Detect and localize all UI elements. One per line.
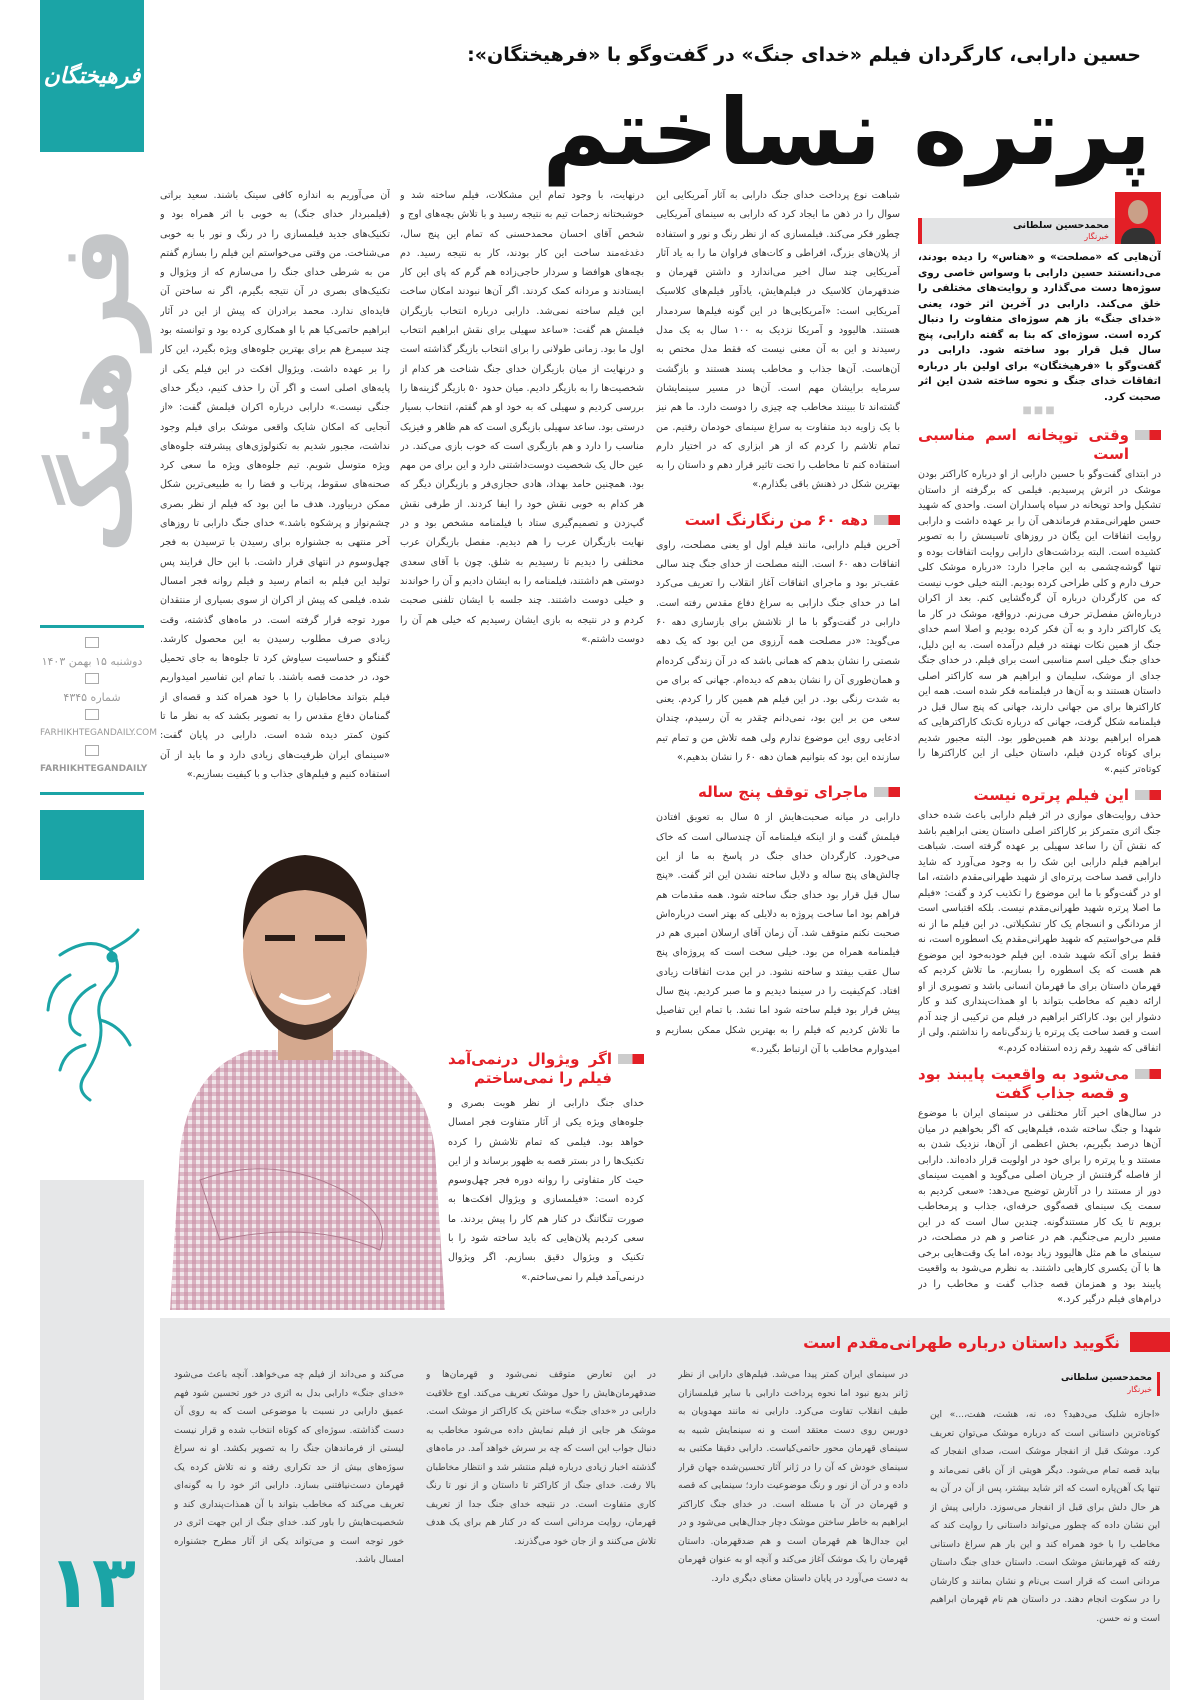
sidebar-paragraph: می‌کند و می‌داند از فیلم چه می‌خواهد. آنچه باعث می‌شود «خدای جنگ» دارابی بدل به اثری در خور تحسین شود فهم عمیق دارابی در نسبت با موضوعی است که به روی آن دست گذاشته. سوژه‌ای که کوتاه انتخاب شده و قرار نیست لیستی از فرماندهان جنگ را به تصویر بکشد. او نه سراغ سوژه‌های بیش از حد تکراری رفته و نه تلاش کرده یک قهرمان دست‌نیافتنی بسازد. دارابی اثر خود را به گونه‌ای تعریف می‌کند که مخاطب بتواند با آن همذات‌پنداری کند و شخصیت‌هایش را باور کند. خدای جنگ از این جهت اثری در خور توجه است و می‌تواند یکی از آثار مطرح جشنواره امسال باشد. [174,1369,404,1565]
section-body: دارابی در میانه صحبت‌هایش از ۵ سال به تعویق افتادن فیلمش گفت و از اینکه فیلمنامه آن چندسالی است که خاک می‌خورد. کارگردان خدای جنگ در پاسخ به ما از این چالش‌های پنج ساله و دلایل ساخته نشدن این اثر گفت. «پنج سال قبل قرار بود خدای جنگ ساخته شود. همه مقدمات هم فراهم بود اما ساخت پروژه به دلایلی که بهتر است درباره‌اش صحبت نکنم متوقف شد. آن زمان آقای ارسلان امیری هم در فیلمنامه همراه من بود. خیلی سخت است که پروژه‌ای پنج سال عقب بیفتد و ساخته نشود. در این مدت اتفاقات زیادی افتاد. کم‌کیفیت را در سینما دیدیم و ما صبر کردیم. پنج سال پیش قرار بود فیلم ساخته شود اما نشد. با تمام این تفاصیل ما تلاش کردیم که فیلم را به بهترین شکل ممکن بسازیم و امیدوارم مخاطب با آن ارتباط بگیرد.» [656,812,900,1055]
subheading [918,786,1161,805]
sidebar-paragraph: «اجازه شلیک می‌دهید؟ ده، نه، هشت، هفت،...» این کوتاه‌ترین داستانی است که درباره موشک می‌توان تعریف کرد. موشک قبل از انفجار موشک است، صدای انفجار که بیاید قصه تمام می‌شود. دیگر هویتی از آن باقی نمی‌ماند و تنها یک آهن‌پاره است که اثر شاید بیشتر، پس از آن در آن به هر حال دلش برای قبل از انفجار می‌سوزد. دارابی پیش از این نشان داده که چطور می‌تواند داستانی را روایت کند که مخاطب را با خود همراه کند و این بار هم سراغ داستانی رفته که قهرمانش موشک است. داستان خدای جنگ داستان مردانی است که قرار است بی‌نام و نشان بمانند و کارشان را در سکوت انجام دهند. در داستان هم نام قهرمان ابراهیم است و نه حسن. [930,1409,1160,1624]
section-label-text: فرهنگ [39,226,151,554]
sidebar-title-text: نگویید داستان درباره طهرانی‌مقدم است [803,1332,1120,1352]
article-headline: پرتره نساختم [542,79,1151,186]
section-body: در سال‌های اخیر آثار مختلفی در سینمای ایران با موضوع شهدا و جنگ ساخته شده، فیلم‌هایی که اگر بخواهیم در میان آن‌ها درصد بگیریم، بخش اعظمی از آن‌ها، نزدیک شدن به مستند و یا پرتره را برای خود در اولویت قرار داده‌اند. دارابی از فاصله گرفتنش از جریان اصلی می‌گوید و اهمیت سینمای دور از مستند را در آثارش توضیح می‌دهد: «سعی کردیم به سمت یک سینمای قصه‌گوی حرفه‌ای، جذاب و پرمخاطب برویم تا یک کار مستندگونه. چندین سال است که در این مسیر داریم می‌جنگیم. هم در عناصر و هم در مصلحت، در سینمای ما هم مثل هالیوود زیاد بوده، اما یک وقت‌هایی برخی ها با آن یکسری کارهایی داشتند. به نظرم می‌شود به واقعیت پایبند بود و همزمان قصه جذاب گفت و مخاطب را در درام‌های فیلم درگیر کرد.» [918,1108,1161,1305]
subheading [656,511,900,530]
subheading-text: اگر ویژوال درنمی‌آمد فیلم را نمی‌ساختم [448,1050,612,1087]
subheading [918,1065,1161,1103]
subheading [918,426,1161,464]
subheading-marker-icon [1135,790,1161,800]
page-number: ۱۳ [48,1540,136,1624]
article-column-3-lower [448,1046,644,1308]
subheading-marker-icon [874,787,900,797]
article-lead: آن‌هایی که «مصلحت» و «هناس» را دیده بودند، می‌دانستند حسین دارابی با وسواس خاصی روی سوژه‌ها دست می‌گذارد و روایت‌های مختلفی را خلق می‌کند. دارابی در آخرین اثر خود، یعنی «خدای جنگ» باز هم سوژه‌ای متفاوت را دنبال کرده است. سوژه‌ای که بنا به گفته دارابی، پنج سال قبل قرار بود ساخته شود. دارابی در گفت‌وگو با «فرهیختگان» برای اولین بار درباره اتفاقات خدای جنگ و نحوه ساخته شدن این اثر صحبت کرد. [918,252,1161,403]
fajr-festival-simorgh-icon [40,925,144,1105]
subheading-text: وقتی توپخانه اسم مناسبی است [918,426,1129,463]
author-box [918,192,1161,244]
subheading [656,783,900,802]
sidebar-column-4 [174,1366,404,1681]
author-box [930,1372,1160,1396]
sidebar-paragraph: در سینمای ایران کمتر پیدا می‌شد. فیلم‌های دارابی از نظر ژانر بدیع نبود اما نحوه پرداخت دارابی با سایر فیلمسازان طیف انقلاب تفاوت می‌کرد. دارابی نه مانند مهدویان به دوربین روی دست معتقد است و نه سینمایش شبیه به سینمای قهرمان محور حاتمی‌کیاست. دارابی دقیقا مکتبی به سینمای خودش که آن را در ژانر آثار تحسین‌شده جهان قرار داده و در آن از نور و رنگ موضوعیت دارد؛ سینمایی که قصه و قهرمان در آن با مسئله است. در خدای جنگ کاراکتر ابراهیم به خاطر ساختن موشک دچار جدال‌هایی می‌شود و در این جدال‌ها هم قهرمان است و هم ضدقهرمان. داستان قهرمان را یک موشک آغاز می‌کند و آنچه او به عنوان قهرمان به دست می‌آورد در پایان داستان معنای دیگری دارد. [678,1369,908,1584]
section-body: آخرین فیلم دارابی، مانند فیلم اول او یعنی مصلحت، راوی اتفاقات دهه ۶۰ است. البته مصلحت از خدای جنگ چند سالی عقب‌تر بود و ماجرای اتفاقات آغاز انقلاب را تعریف می‌کرد اما در خدای جنگ دارابی به سراغ دفاع مقدس رفته است. دارابی در گفت‌وگو با ما از تلاشش برای بازسازی دهه ۶۰ می‌گوید: «در مصلحت همه آرزوی من این بود که یک دهه شصتی را نشان بدهم که همانی باشد که در آن زندگی کرده‌ام و همان‌طوری آن را نشان بدهم که دیده‌ام. جهانی که برای من به شدت رنگی بود. در این فیلم هم همین کار را کردم. یعنی سعی من بر این بود، نمی‌دانم چقدر به آن رسیدم، چندان ادعایی روی این موضوع ندارم ولی همه تلاش من و تمام تیم سازنده این بود که بتوانیم همان دهه ۶۰ را نشان بدهیم.» [656,539,900,764]
subheading-text: ماجرای توقف پنج ساله [697,783,868,802]
sidebar-article-title [803,1332,1170,1352]
subheading [448,1050,644,1088]
subheading-text: می‌شود به واقعیت پایبند بود و قصه جذاب گفت [918,1065,1129,1102]
subheading-text: این فیلم پرتره نیست [973,786,1129,804]
sidebar-paragraph: در این تعارض متوقف نمی‌شود و قهرمان‌ها و ضدقهرمان‌هایش را حول موشک تعریف می‌کند. اوج خلاقیت دارابی در «خدای جنگ» ساختن یک کاراکتر از موشک است. موشک هر جایی از فیلم نمایش داده می‌شود مخاطب به دنبال جواب این است که چه بر سرش خواهد آمد. در ماه‌های گذشته اخبار زیادی درباره فیلم منتشر شد و انتظار مخاطبان بالا رفت. خدای جنگ از کاراکتر تا داستان و از نور تا رنگ کاری متفاوت است. در نتیجه خدای جنگ جدا از تعریف قهرمان، روایت مردانی است که در کنار هم برای یک هدف تلاش می‌کنند و از جان خود می‌گذرند. [426,1369,656,1547]
author-role: خبرنگار [1084,232,1109,241]
issue-number: شماره ۴۳۴۵ [63,691,121,704]
article-column-1 [918,192,1161,1312]
web-icon [85,709,99,720]
author-name: محمدحسین سلطانی [1012,220,1109,231]
logo-text: فرهیختگان [43,63,141,89]
title-marker-icon [1130,1332,1170,1352]
sidebar-article-box [160,1318,1170,1690]
sidebar-column-3 [426,1366,656,1681]
social-icon [85,745,99,756]
section-body: در ابتدای گفت‌وگو با حسین دارابی از او درباره کاراکتر بودن موشک در اثرش پرسیدیم. فیلمی که برگرفته از داستان تشکیل واحد توپخانه در سپاه پاسداران است. واحدی که شهید حسن طهرانی‌مقدم فرماندهی آن را بر عهده داشت و دارابی روایت اتفاقات این یگان در روزهای تاسیسش را به تصویر کشیده است. البته برداشت‌های دارابی روایت اتفاقات بوده و تنها گوشه‌چشمی به این ماجرا دارد: «درباره موشک کلی حرف دارم و کلی طراحی کرده بودیم. البته خیلی خوب نیست که من کارگردان درباره آن گره‌گشایی کنم. بعد از اکران درباره‌اش مفصل‌تر حرف می‌زنم. درواقع، موشک در کار ما یک کاراکتر دارد و به آن فکر کرده بودیم و اصلا اسم خدای جنگ از همین نکات نهفته در فیلم درآمده است. به این دلیل، خدای جنگ خیلی اسم مناسبی است برای فیلم. در خدای جنگ جدای از موشک، سلیمان و ابراهیم هر سه کاراکتر اصلی داستان هستند و به آن‌ها در فیلمنامه فکر شده است. همه این کاراکترها برای من جهانی دارند، جهانی که پنج سال قبل در فیلمنامه شکل گرفت، جهانی که درباره تک‌تک کاراکترهایی که همراه ابراهیم بودند هم همین‌طور بود. البته مجبور شدیم برای کوتاه کردن فیلم، داستان خیلی از این کاراکترها را کوتاه‌تر کنیم.» [918,469,1161,775]
director-photo [160,820,445,1310]
article-column-2 [656,186,900,1306]
newspaper-logo [40,0,144,152]
subheading-marker-icon [1135,1069,1161,1079]
separator-dots: ■■■ [1022,405,1057,416]
subheading-marker-icon [618,1054,644,1064]
issue-info [40,625,157,795]
subheading-text: دهه ۶۰ من رنگارنگ است [684,510,868,529]
column-paragraph: آن می‌آوریم به اندازه کافی سینک باشند. سعید براتی (فیلمبردار خدای جنگ) به خوبی با اثر همراه بود و تکنیک‌های جدید فیلمسازی را در رنگ و نور با به خوبی می‌شناخت. من وقتی می‌خواستم این فیلم را بسازم گفتم من به شرطی خدای جنگ را می‌سازم که از ویژوال و تکنیک‌های بصری در آن نتیجه بگیرم، اگر نه ساختن آن فایده‌ای ندارد. محمد برادران که پیش از این در آثار ابراهیم حاتمی‌کیا هم با او همکاری کرده بود و توانسته بود چند سیمرغ هم برای بهترین جلوه‌های ویژه بگیرد، این کار را بر عهده داشت. ویژوال افکت در این فیلم یکی از پایه‌های اصلی است و اگر آن را حذف کنیم، دیگر خدای جنگی نیست.» دارابی درباره اکران فیلمش گفت: «از آنجایی که امکان شایک واقعی موشک برای فیلم وجود نداشت، مجبور شدیم به تکنولوژی‌های پیشرفته جلوه‌های ویژه متوسل شویم. تیم جلوه‌های ویژه ما سعی کرد صحنه‌های سقوط، پرتاب و فضا را به طبیعی‌ترین شکل ممکن دربیاورد. هدف ما این بود که فیلم از نظر بصری چشم‌نواز و پرشکوه باشد.» خدای جنگ دارابی تا روزهای آخر منتهی به جشنواره برای رسیدن با ترسیدن به فجر چهل‌وسوم در انتهای قرار داشت. با این حال فرایند پس تولید این فیلم به اتمام رسید و فیلم روانه فجر امسال شده. فیلمی که پیش از اکران از سوی بسیاری از منتقدان مورد توجه قرار گرفته است. در ماه‌های گذشته، وقت زیادی صرف مطلوب رسیدن به این محصول کارشد. گفتگو و حساسیت سیاوش کرد تا جلوه‌ها به جای تحمیل خود، در خدمت قصه باشند. با تمام این تفاسیر امیدواریم فیلم بتواند مخاطبان را با خود همراه کند و قصه‌ای از گمنامان دفاع مقدس را به تصویر بکشد که به نظر ما تا کنون کمتر دیده شده است. دارابی در پایان گفت: «سینمای ایران ظرفیت‌های زیادی دارد و ما باید از آن استفاده کنیم و فیلم‌های جذاب و با کیفیت بسازیم.» [160,190,390,780]
social-handle: FARHIKHTEGANDAILY [40,764,148,774]
teal-accent-bar [40,810,144,880]
section-label [30,210,160,570]
article-column-4 [160,186,390,796]
issue-icon [85,673,99,684]
sidebar-column-2 [678,1366,908,1681]
sidebar-column-1 [930,1366,1160,1681]
column-paragraph: شباهت نوع پرداخت خدای جنگ دارابی به آثار آمریکایی این سوال را در ذهن ما ایجاد کرد که دارابی به سینمای آمریکایی چطور فکر می‌کند. فیلمسازی که از نظر رنگ و نور و استفاده از پلان‌های بزرگ، افراطی و کات‌های فراوان ما را به یاد آثار آمریکایی چند سال اخیر می‌اندازد و داشتن قهرمان و ضدقهرمان کلاسیک در فیلم‌هایش، یادآور فیلم‌های کلاسیک آمریکایی است: «آمریکایی‌ها در این گونه فیلم‌ها سردمدار هستند. هالیوود و آمریکا نزدیک به ۱۰۰ سال به یک مدل رسیدند و این به آن معنی نیست که فقط مدل مختص به آن‌هاست. آن‌ها جذاب و مخاطب پسند هستند و بازگشت سرمایه برایشان مهم است. آن‌ها در مسیر سینمایشان گشته‌اند تا ببینند مخاطب چه چیزی را دوست دارد. ما هم نیز با یک زاویه دید متفاوت به سراغ سینمای خودمان رفتیم. من تمام تلاشم را کردم که از هر ابزاری که در اختیار دارم استفاده کنم تا مخاطب را تحت تاثیر قرار دهم و داستان را به بهترین شکل در ذهنش باقی بگذارم.» [656,190,900,491]
author-name: محمدحسین سلطانی [1061,1373,1152,1383]
article-kicker: حسین دارابی، کارگردان فیلم «خدای جنگ» در گفت‌وگو با «فرهیختگان»: [467,44,1141,66]
column-paragraph: درنهایت، با وجود تمام این مشکلات، فیلم ساخته شد و خوشبختانه زحمات تیم به نتیجه رسید و با تلاش بچه‌های اوج و شخص آقای احسان محمدحسنی که تمام این پنج سال، دغدغه‌مند ساخت این کار بودند، کار به نتیجه رسید. دم بچه‌های هوافضا و سردار حاجی‌زاده هم گرم که پای این کار ایستادند و مردانه کمک کردند. اگر آن‌ها نبودند امکان ساخت این فیلم ساخته نمی‌شد. دارابی درباره انتخاب بازیگران فیلمش هم گفت: «ساعد سهیلی برای نقش ابراهیم انتخاب اول ما بود. زمانی طولانی را برای انتخاب بازیگر گذاشته است و درنهایت از میان بازیگران خدای جنگ شناخت هر کدام از شخصیت‌ها را به بازیگر دادیم. میان حدود ۵۰ بازیگر گزینه‌ها را بررسی کردیم و سهیلی که به خود او هم گفتم، انتخاب بسیار درستی بود. ساعد سهیلی بازیگری است که هم ظاهر و فیزیک مناسب را دارد و هم بازیگری است که خوب بازی می‌کند. در عین حال یک شخصیت دوست‌داشتنی دارد و این برای من مهم بود. همچنین حامد بهداد، هادی حجازی‌فر و بازیگران دیگر که هر کدام به خوبی نقش خود را ایفا کردند. از طرفی نقش گپ‌زدن و تصمیم‌گیری ستاد با فیلمنامه مشخص بود و در نهایت بازیگران عرب را هم دیدیم. مفصل بازیگران عرب مختلفی را دیدیم تا رسیدیم به شلق. چون با آقای سعدی دوستی هم داشتند، فیلمنامه را به ایشان دادیم و آن را خواندند و خیلی دوست داشتند. چند جلسه با ایشان تلفنی صحبت کردم و در نتیجه به بازی ایشان رسیدیم که خیلی هم آن را دوست داشتم.» [400,190,644,645]
author-photo [1115,192,1161,244]
author-role: خبرنگار [1127,1385,1152,1394]
section-body: خدای جنگ دارابی از نظر هویت بصری و جلوه‌های ویژه یکی از آثار متفاوت فجر امسال خواهد بود. فیلمی که تمام تلاشش را کرده تکنیک‌ها را در بستر قصه به ظهور برساند و از این حیث کار متفاوتی را روانه دوره فجر چهل‌وسوم کرده است: «فیلمسازی و ویژوال افکت‌ها به صورت تنگاتنگ در کنار هم کار را پیش بردند. ما سعی کردیم پلان‌هایی که باید ساخته شود را با تکنیک و ویژوال دقیق بسازیم. اگر ویژوال درنمی‌آمد فیلم را نمی‌ساختم.» [448,1098,644,1283]
website-link[interactable]: FARHIKHTEGANDAILY.COM [40,728,157,738]
issue-date: دوشنبه ۱۵ بهمن ۱۴۰۳ [41,655,143,668]
section-body: حذف روایت‌های موازی در اثر فیلم دارابی باعث شده خدای جنگ اثری متمرکز بر کاراکتر اصلی داستان یعنی ابراهیم باشد که نقش آن را ساعد سهیلی بر عهده گرفته است. شباهت ابراهیم فیلم دارابی این شک را به وجود می‌آورد که شاید دارابی قصد ساخت پرتره‌ای از شهید طهرانی‌مقدم داشته، اما او در گفت‌وگو با ما این موضوع را تکذیب کرد و گفت: «فیلم ما اصلا پرتره شهید طهرانی‌مقدم نیست. بلکه اقتباسی است از مردانگی و انسجام یک کار تشکیلاتی. در این فیلم ما از نه قلم می‌خواستیم که شهید طهرانی‌مقدم یک اسطوره است، نه فقط برای آنکه شهید شده. این فیلم خودبه‌خود این موضوع هم هست که یک اسطوره را بسازیم. ما تلاش کردیم که قهرمان داستان برای ما قهرمان انسانی باشد و تصویری از او ارائه دهیم که مخاطب بتواند با او همذات‌پنداری کند و کار دشوار این بود. کاراکتر ابراهیم در فیلم من ترکیبی از چند آدم است و قصد ساخت یک پرتره یا زندگی‌نامه را نداشتم. ولی از اتفاقی که شهید رقم زده استفاده کردم.» [918,810,1161,1054]
calendar-icon [85,637,99,648]
subheading-marker-icon [874,515,900,525]
subheading-marker-icon [1135,430,1161,440]
